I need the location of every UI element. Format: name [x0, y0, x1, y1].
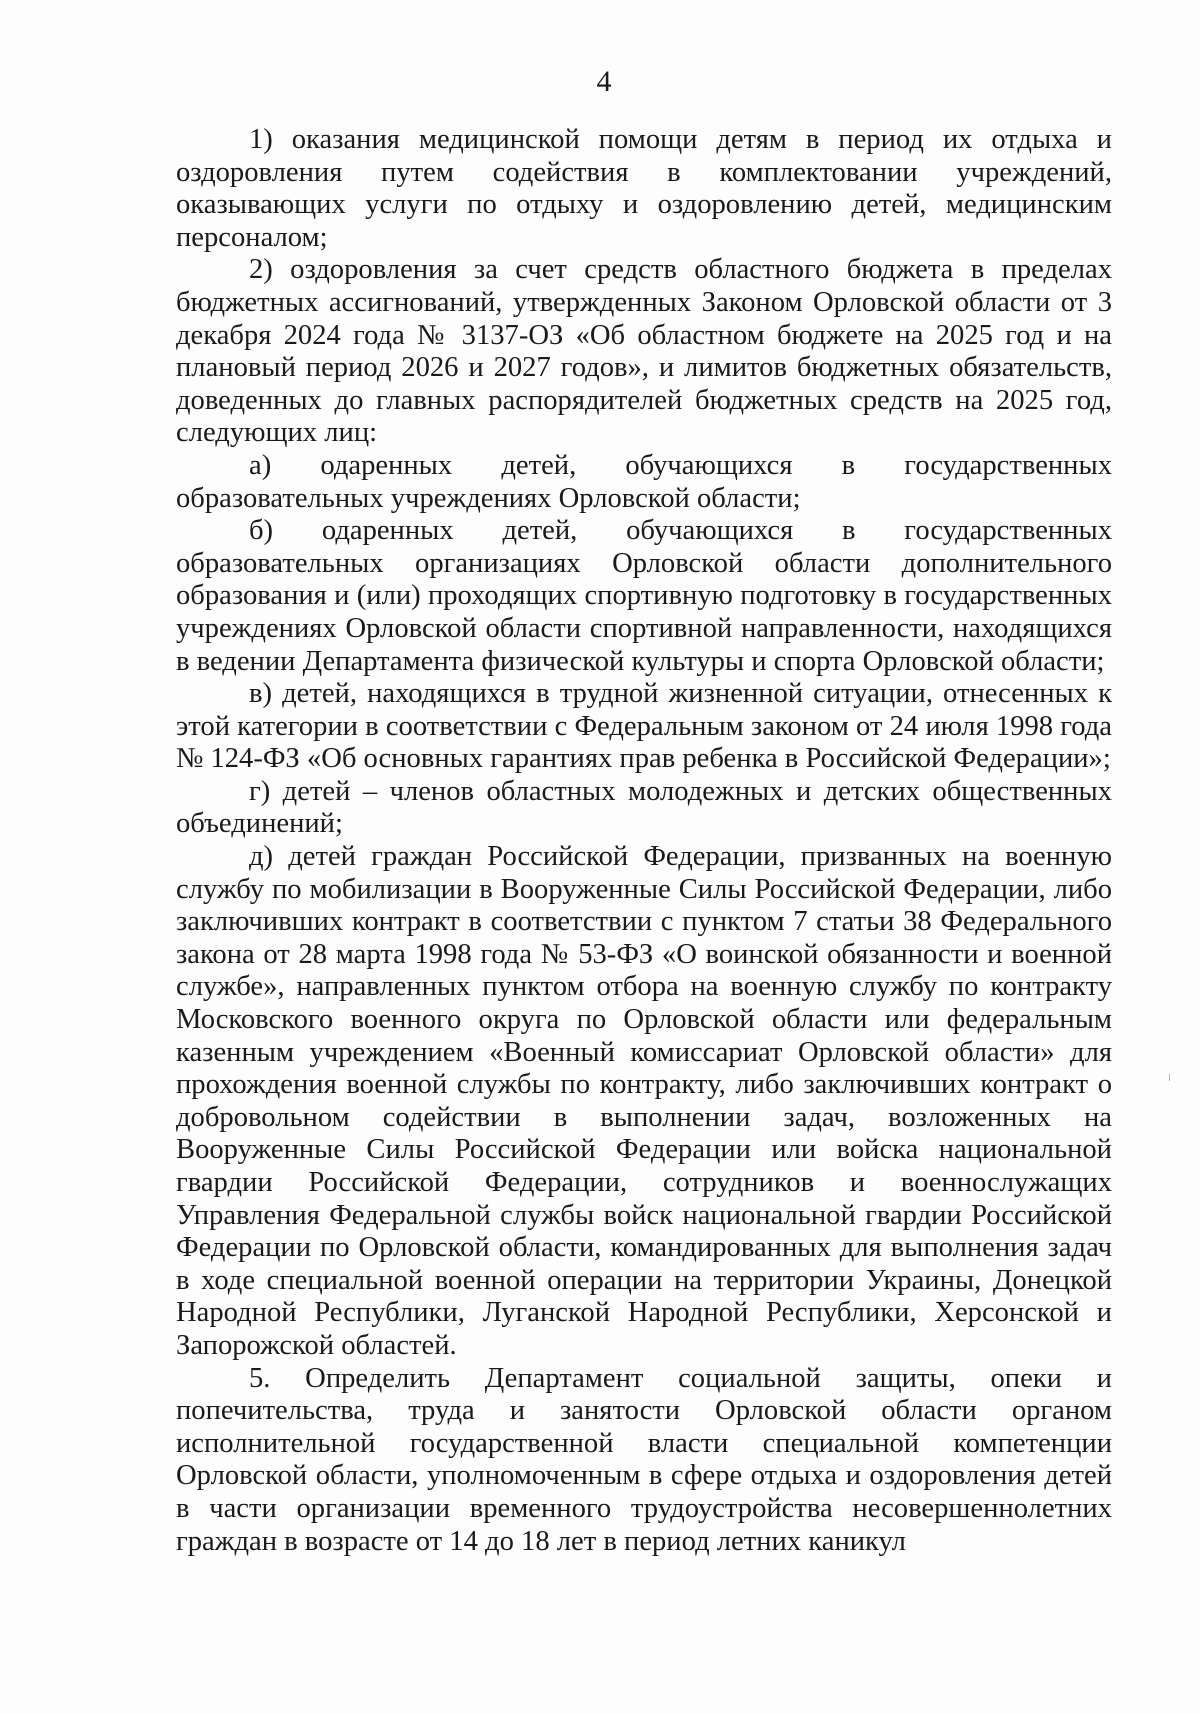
paragraph-item-1: 1) оказания медицинской помощи детям в период их отдыха и оздоровления путем содействия в комплектовании учреждений, оказывающих услуги по отдыху и оздоровлению детей, медицинским персоналом;: [176, 124, 1112, 253]
page-number: 4: [596, 65, 612, 98]
paragraph-subitem-d: д) детей граждан Российской Федерации, призванных на военную службу по мобилизации в Вооруженные Силы Российской Федерации, либо заключивших контракт в соответствии с пунктом 7 статьи 38 Федерального закона от 28 марта 1998 года № 53-ФЗ «О воинской обязанности и военной службе», направленных пунктом отбора на военную службу по контракту Московского военного округа по Орловской области или федеральным казенным учреждением «Военный комиссариат Орловской области» для прохождения военной службы по контракту, либо заключивших контракт о добровольном содействии в выполнении задач, возложенных на Вооруженные Силы Российской Федерации или войска национальной гвардии Российской Федерации, сотрудников и военнослужащих Управления Федеральной службы войск национальной гвардии Российской Федерации по Орловской области, командированных для выполнения задач в ходе специальной военной операции на территории Украины, Донецкой Народной Республики, Луганской Народной Республики, Херсонской и Запорожской областей.: [176, 841, 1112, 1361]
paragraph-subitem-v: в) детей, находящихся в трудной жизненной ситуации, отнесенных к этой категории в соответствии с Федеральным законом от 24 июля 1998 года № 124-ФЗ «Об основных гарантиях прав ребенка в Российской Федерации»;: [176, 678, 1112, 775]
paragraph-subitem-a: а) одаренных детей, обучающихся в государственных образовательных учреждениях Орловской области;: [176, 449, 1112, 514]
paragraph-subitem-g: г) детей – членов областных молодежных и детских общественных объединений;: [176, 775, 1112, 840]
scan-mark: [1169, 1074, 1170, 1081]
paragraph-item-2: 2) оздоровления за счет средств областного бюджета в пределах бюджетных ассигнований, утвержденных Законом Орловской области от 3 декабря 2024 года № 3137-ОЗ «Об областном бюджете на 2025 год и на плановый период 2026 и 2027 годов», и лимитов бюджетных обязательств, доведенных до главных распорядителей бюджетных средств на 2025 год, следующих лиц:: [176, 254, 1112, 449]
document-body: [176, 124, 1112, 1558]
paragraph-section-5: 5. Определить Департамент социальной защиты, опеки и попечительства, труда и занятости Орловской области органом исполнительной государственной власти специальной компетенции Орловской области, уполномоченным в сфере отдыха и оздоровления детей в части организации временного трудоустройства несовершеннолетних граждан в возрасте от 14 до 18 лет в период летних каникул: [176, 1362, 1112, 1557]
paragraph-subitem-b: б) одаренных детей, обучающихся в государственных образовательных организациях Орловской области дополнительного образования и (или) проходящих спортивную подготовку в государственных учреждениях Орловской области спортивной направленности, находящихся в ведении Департамента физической культуры и спорта Орловской области;: [176, 515, 1112, 677]
